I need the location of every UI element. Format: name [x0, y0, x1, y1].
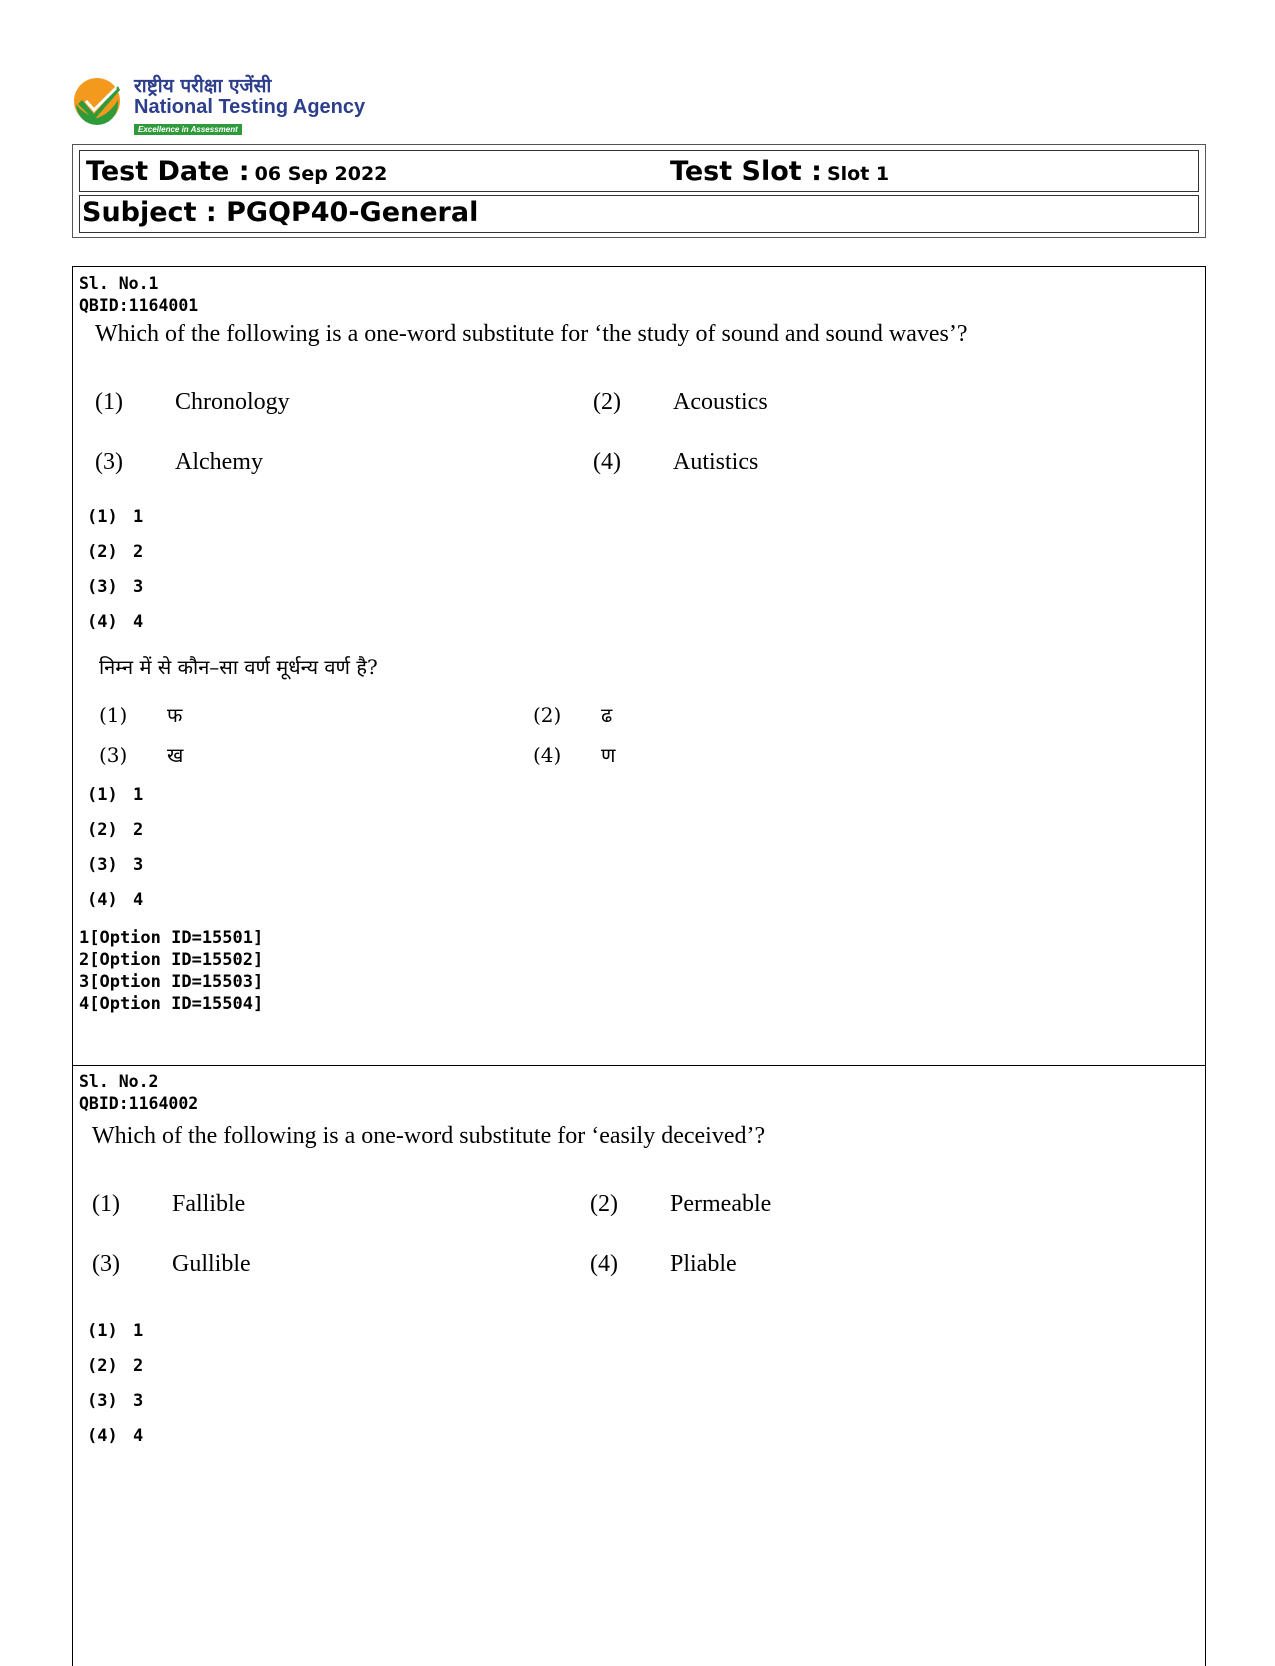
option-2: (2) Permeable	[590, 1191, 772, 1217]
test-date-label: Test Date :	[86, 156, 250, 187]
option-text: Alchemy	[175, 449, 263, 475]
hindi-option-4: (4) ण	[533, 743, 616, 767]
date-slot-row	[79, 150, 1199, 192]
option-id: 1[Option ID=15501]	[79, 928, 264, 948]
option-1	[95, 389, 290, 416]
option-id-list	[79, 927, 263, 1015]
question-divider	[73, 1065, 1205, 1066]
hindi-option-3: (3) ख	[99, 743, 184, 767]
questions-container	[72, 266, 1206, 1666]
qbid: QBID:1164002	[79, 1094, 199, 1113]
serial-number: Sl. No.1	[79, 274, 159, 293]
answer-choices	[87, 507, 143, 647]
answer-choice[interactable]: (1) 1	[87, 507, 144, 527]
logo-tagline: Excellence in Assessment	[134, 124, 242, 135]
serial-number: Sl. No.2	[79, 1072, 159, 1091]
option-number: (2)	[593, 389, 621, 415]
answer-choice[interactable]: (4) 4	[87, 890, 144, 910]
option-3: (3) Gullible	[92, 1251, 251, 1277]
question-text-hindi: निम्न में से कौन–सा वर्ण मूर्धन्य वर्ण है?	[99, 655, 378, 679]
answer-choices	[87, 1321, 143, 1461]
option-number: (3)	[95, 449, 123, 475]
option-number: (4)	[593, 449, 621, 475]
option-id: 2[Option ID=15502]	[79, 950, 264, 970]
answer-choice[interactable]: (2) 2	[87, 820, 144, 840]
question-text: Which of the following is a one-word substitute for ‘easily deceived’?	[92, 1123, 766, 1149]
option-1: (1) Fallible	[92, 1191, 246, 1217]
question-meta	[79, 273, 198, 317]
question-text: Which of the following is a one-word substitute for ‘the study of sound and sound waves’?	[95, 321, 968, 347]
answer-choice[interactable]: (3) 3	[87, 577, 144, 597]
hindi-option-1: (1) फ	[99, 703, 183, 727]
option-id: 4[Option ID=15504]	[79, 994, 264, 1014]
answer-choice[interactable]: (3) 3	[87, 1391, 144, 1411]
qbid: QBID:1164001	[79, 296, 199, 315]
answer-choice[interactable]: (4) 4	[87, 1426, 144, 1446]
test-slot-value: Slot 1	[826, 163, 890, 185]
test-slot	[670, 156, 889, 187]
answer-choice[interactable]: (2) 2	[87, 542, 144, 562]
option-3	[95, 449, 263, 476]
option-number: (1)	[95, 389, 123, 415]
answer-choice[interactable]: (2) 2	[87, 1356, 144, 1376]
logo-english-text: National Testing Agency	[134, 96, 366, 118]
checkmark-logo-icon	[72, 76, 122, 126]
answer-choice[interactable]: (1) 1	[87, 1321, 144, 1341]
answer-choice[interactable]: (4) 4	[87, 612, 144, 632]
test-info-header	[72, 144, 1206, 238]
option-2	[593, 389, 768, 416]
subject-title: Subject : PGQP40-General	[82, 197, 479, 228]
option-text: Acoustics	[673, 389, 768, 415]
nta-logo	[72, 72, 392, 134]
test-date	[86, 156, 387, 187]
question-meta	[79, 1071, 198, 1115]
logo-hindi-text: राष्ट्रीय परीक्षा एजेंसी	[134, 75, 272, 97]
option-4	[593, 449, 758, 476]
hindi-option-2: (2) ढ	[533, 703, 613, 727]
test-date-value: 06 Sep 2022	[254, 163, 388, 185]
test-slot-label: Test Slot :	[670, 156, 822, 187]
answer-choices-hindi	[87, 785, 143, 925]
option-id: 3[Option ID=15503]	[79, 972, 264, 992]
answer-choice[interactable]: (1) 1	[87, 785, 144, 805]
subject-row	[79, 195, 1199, 233]
option-text: Chronology	[175, 389, 290, 415]
option-4: (4) Pliable	[590, 1251, 737, 1277]
option-text: Autistics	[673, 449, 759, 475]
answer-choice[interactable]: (3) 3	[87, 855, 144, 875]
